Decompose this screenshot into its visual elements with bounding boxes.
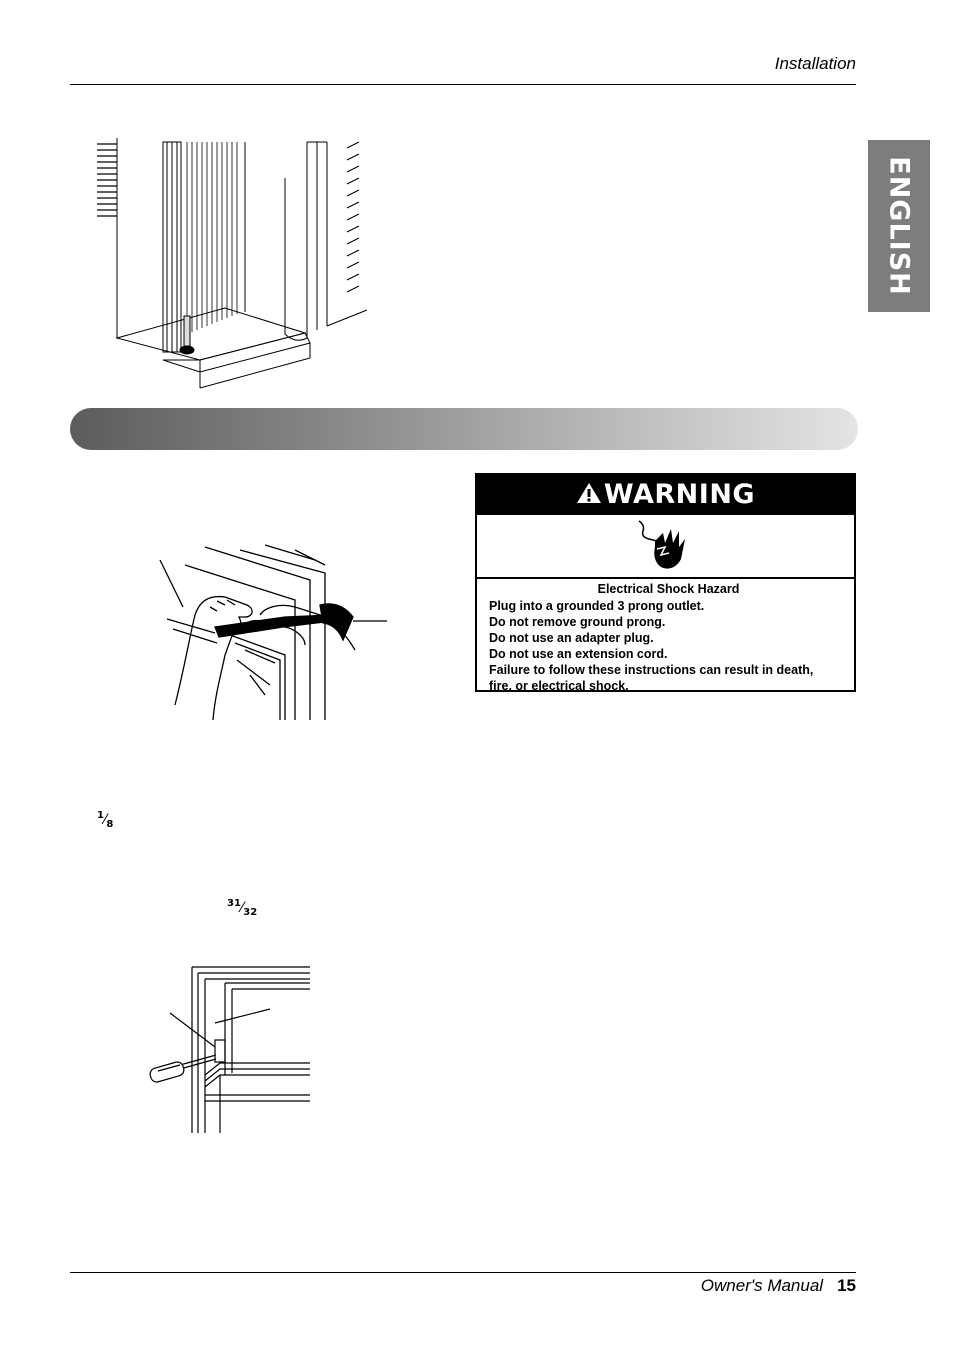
warning-triangle-icon bbox=[576, 482, 602, 504]
warning-line: Plug into a grounded 3 prong outlet. bbox=[489, 599, 705, 613]
page-footer bbox=[560, 1276, 856, 1296]
warning-icon-row bbox=[477, 515, 854, 579]
fraction-thirty-one-thirty-seconds: $^{31}⁄_{32}$ bbox=[227, 898, 258, 918]
warning-text bbox=[489, 581, 848, 694]
illustration-window-frame-bottom bbox=[95, 138, 375, 393]
warning-line: Do not use an extension cord. bbox=[489, 647, 668, 661]
footer-divider bbox=[70, 1272, 856, 1273]
language-tab-label: ENGLISH bbox=[883, 156, 915, 296]
illustration-screwdriver-frame bbox=[140, 965, 315, 1135]
page-section-title: Installation bbox=[774, 54, 856, 73]
warning-line: Failure to follow these instructions can result in death, bbox=[489, 663, 814, 677]
language-tab bbox=[868, 140, 930, 312]
page-number: 15 bbox=[837, 1276, 856, 1295]
illustration-applying-foam-seal bbox=[155, 545, 395, 725]
warning-hazard-title: Electrical Shock Hazard bbox=[597, 582, 740, 596]
warning-line: Do not use an adapter plug. bbox=[489, 631, 654, 645]
section-heading-bar bbox=[70, 408, 858, 450]
header-divider bbox=[70, 84, 856, 85]
warning-line: Do not remove ground prong. bbox=[489, 615, 666, 629]
manual-name: Owner's Manual bbox=[700, 1276, 824, 1295]
warning-heading: WARNING bbox=[477, 475, 854, 515]
fraction-one-eighth: $^1⁄_8$ bbox=[97, 810, 114, 830]
warning-line: fire, or electrical shock. bbox=[489, 679, 629, 693]
warning-box bbox=[475, 473, 856, 692]
electric-shock-hand-icon bbox=[635, 519, 695, 573]
